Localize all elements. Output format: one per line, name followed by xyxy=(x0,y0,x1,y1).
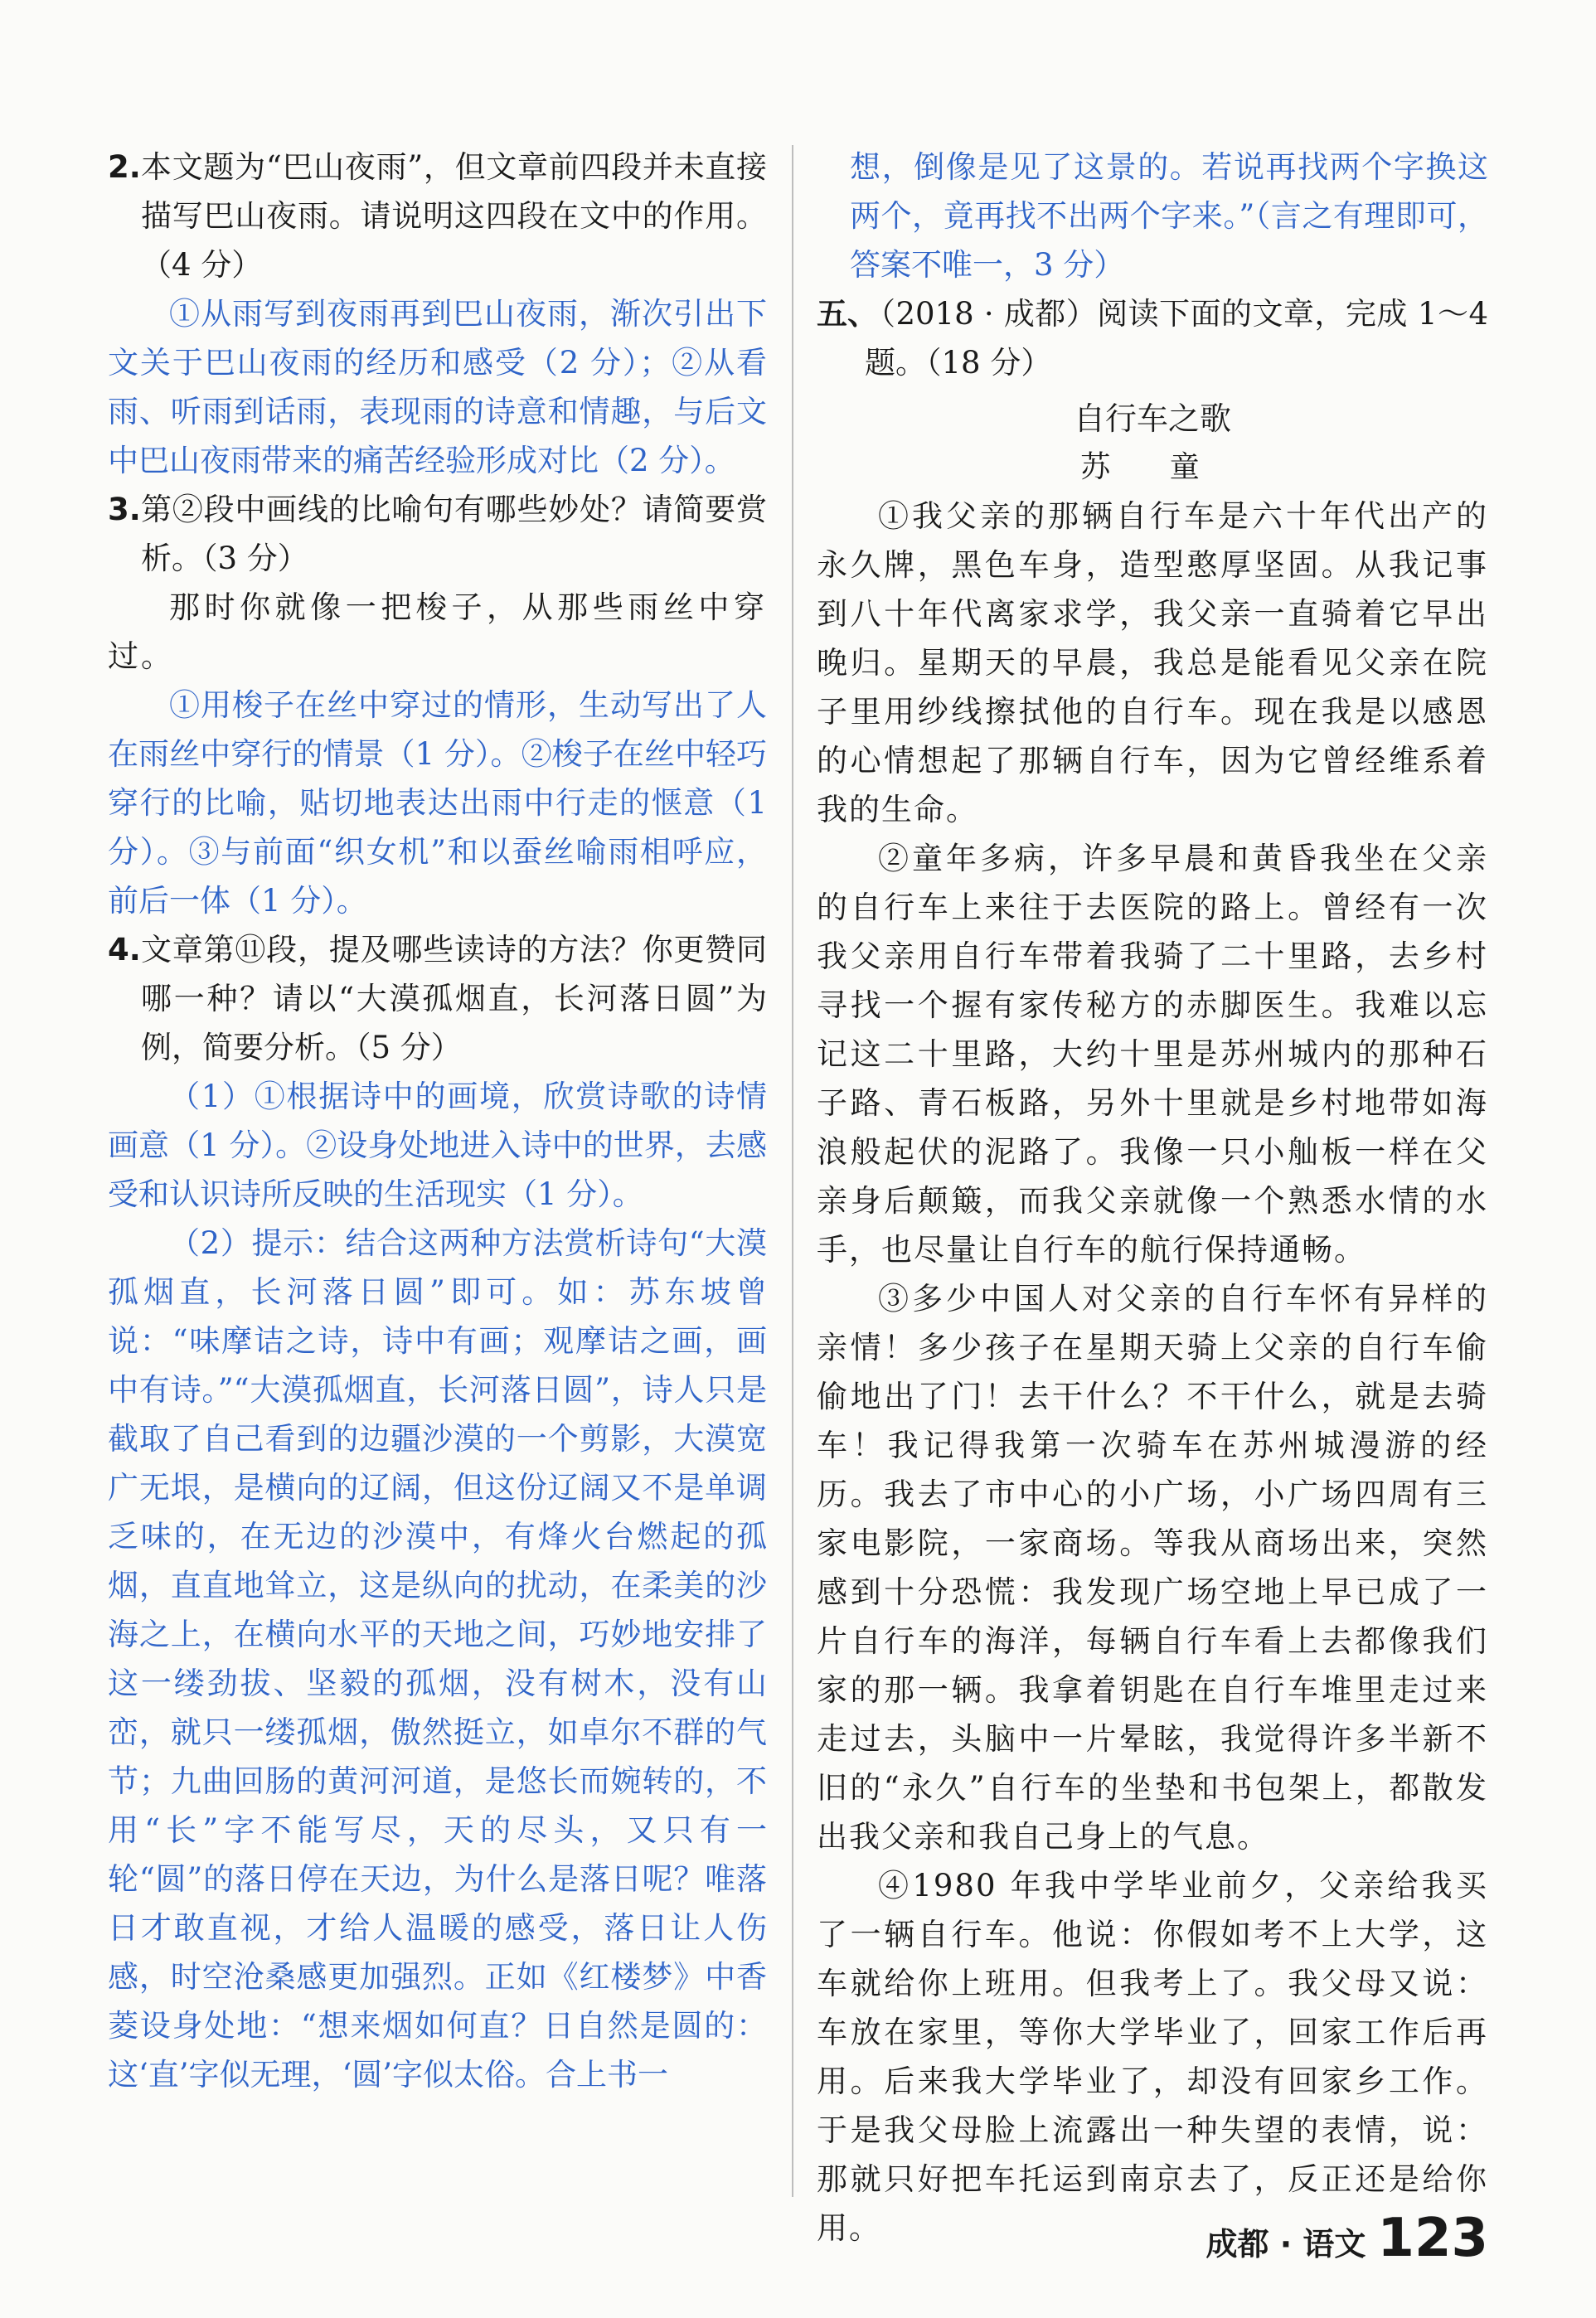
question-number: 4. xyxy=(108,932,141,967)
question-4 xyxy=(108,925,767,1072)
question-3 xyxy=(108,485,767,583)
footer-subject-label: 成都 · 语文 xyxy=(1205,2226,1366,2262)
article-title: 自行车之歌 xyxy=(1073,400,1231,437)
section-5-header xyxy=(817,289,1488,387)
article-paragraph-1: ①我父亲的那辆自行车是六十年代出产的永久牌，黑色车身，造型憨厚坚固。从我记事到八十年代离家求学，我父亲一直骑着它早出晚归。星期天的早晨，我总是能看见父亲在院子里用纱线擦拭他的自行车。现在我是以感恩的心情想起了那辆自行车，因为它曾经维系着我的生命。 xyxy=(817,498,1488,827)
question-text: 文章第⑪段，提及哪些读诗的方法？你更赞同哪一种？请以“大漠孤烟直，长河落日圆”为例，简要分析。（5 分） xyxy=(141,932,767,1065)
column-divider xyxy=(792,145,793,2197)
answer-2: ①从雨写到夜雨再到巴山夜雨，渐次引出下文关于巴山夜雨的经历和感受（2 分）；②从看雨、听雨到话雨，表现雨的诗意和情趣，与后文中巴山夜雨带来的痛苦经验形成对比（2 分）。 xyxy=(108,296,767,478)
question-text: 本文题为“巴山夜雨”，但文章前四段并未直接描写巴山夜雨。请说明这四段在文中的作用。（4 分） xyxy=(141,149,767,283)
question-number: 2. xyxy=(108,149,141,185)
question-number: 3. xyxy=(108,492,141,527)
answer-4-part-2: （2）提示：结合这两种方法赏析诗句“大漠孤烟直，长河落日圆”即可。如：苏东坡曾说：“味摩诘之诗，诗中有画；观摩诘之画，画中有诗。”“大漠孤烟直，长河落日圆”，诗人只是截取了自己看到的边疆沙漠的一个剪影，大漠宽广无垠，是横向的辽阔，但这份辽阔又不是单调乏味的，在无边的沙漠中，有烽火台燃起的孤烟，直直地耸立，这是纵向的扰动，在柔美的沙海之上，在横向水平的天地之间，巧妙地安排了这一缕劲拔、坚毅的孤烟，没有树木，没有山峦，就只一缕孤烟，傲然挺立，如卓尔不群的气节；九曲回肠的黄河河道，是悠长而婉转的，不用“长”字不能写尽，天的尽头，又只有一轮“圆”的落日停在天边，为什么是落日呢？唯落日才敢直视，才给人温暖的感受，落日让人伤感，时空沧桑感更加强烈。正如《红楼梦》中香菱设身处地：“想来烟如何直？日自然是圆的：这‘直’字似无理，‘圆’字似太俗。合上书一 xyxy=(108,1225,767,2093)
answer-4-part-1: （1）①根据诗中的画境，欣赏诗歌的诗情画意（1 分）。②设身处地进入诗中的世界，去感受和认识诗所反映的生活现实（1 分）。 xyxy=(108,1079,767,1212)
question-2 xyxy=(108,143,767,289)
page-footer xyxy=(1206,2201,1489,2267)
right-column xyxy=(817,143,1488,2253)
left-column xyxy=(108,143,767,2099)
page-number: 123 xyxy=(1377,2208,1488,2269)
answer-4-continued: 想，倒像是见了这景的。若说再找两个字换这两个，竟再找不出两个字来。”（言之有理即可，答案不唯一，3 分） xyxy=(850,149,1488,283)
article-paragraph-2: ②童年多病，许多早晨和黄昏我坐在父亲的自行车上来往于去医院的路上。曾经有一次我父亲用自行车带着我骑了二十里路，去乡村寻找一个握有家传秘方的赤脚医生。我难以忘记这二十里路，大约十里是苏州城内的那种石子路、青石板路，另外十里就是乡村地带如海浪般起伏的泥路了。我像一只小舢板一样在父亲身后颠簸，而我父亲就像一个熟悉水情的水手，也尽量让自行车的航行保持通畅。 xyxy=(817,841,1488,1268)
section-number: 五、 xyxy=(817,296,878,332)
question-text: 第②段中画线的比喻句有哪些妙处？请简要赏析。（3 分） xyxy=(141,492,767,576)
article-paragraph-4: ④1980 年我中学毕业前夕，父亲给我买了一辆自行车。他说：你假如考不上大学，这车就给你上班用。但我考上了。我父母又说：车放在家里，等你大学毕业了，回家工作后再用。后来我大学毕业了，却没有回家乡工作。于是我父母脸上流露出一种失望的表情，说：那就只好把车托运到南京去了，反正还是给你用。 xyxy=(817,1868,1488,2246)
article-paragraph-3: ③多少中国人对父亲的自行车怀有异样的亲情！多少孩子在星期天骑上父亲的自行车偷偷地出了门！去干什么？不干什么，就是去骑车！我记得我第一次骑车在苏州城漫游的经历。我去了市中心的小广场，小广场四周有三家电影院，一家商场。等我从商场出来，突然感到十分恐慌：我发现广场空地上早已成了一片自行车的海洋，每辆自行车看上去都像我们家的那一辆。我拿着钥匙在自行车堆里走过来走过去，头脑中一片晕眩，我觉得许多半新不旧的“永久”自行车的坐垫和书包架上，都散发出我父亲和我自己身上的气息。 xyxy=(817,1281,1488,1855)
article-author: 苏 童 xyxy=(1080,450,1225,484)
section-instruction: （2018 · 成都）阅读下面的文章，完成 1～4 题。（18 分） xyxy=(865,296,1488,381)
answer-3: ①用梭子在丝中穿过的情形，生动写出了人在雨丝中穿行的情景（1 分）。②梭子在丝中轻巧穿行的比喻，贴切地表达出雨中行走的惬意（1 分）。③与前面“织女机”和以蚕丝喻雨相呼应，前后一体（1 分）。 xyxy=(108,687,767,919)
quoted-sentence: 那时你就像一把梭子，从那些雨丝中穿过。 xyxy=(108,589,767,674)
